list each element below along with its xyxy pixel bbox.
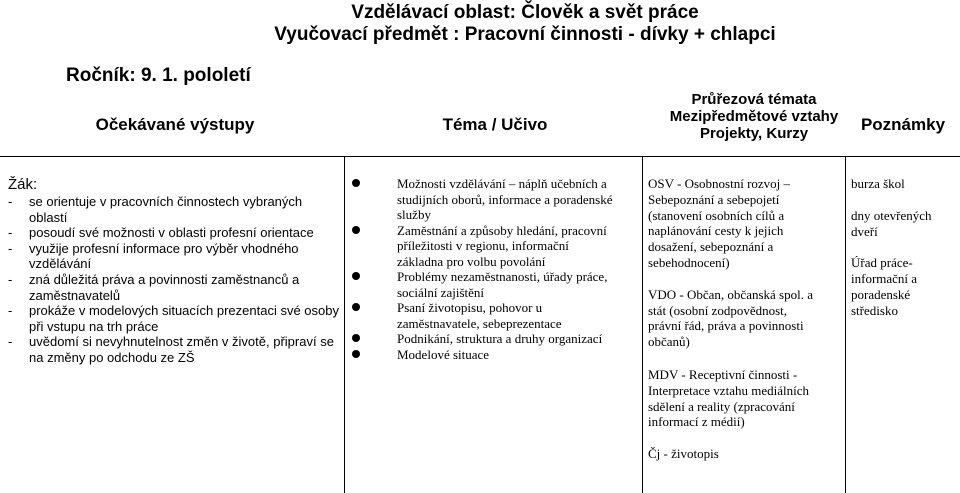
- column-header-topic: Téma / Učivo: [442, 115, 548, 134]
- topic-item: Problémy nezaměstnanosti, úřady práce, sociální zajištění: [352, 269, 642, 300]
- cross-header-line: Mezipředmětové vztahy: [669, 108, 839, 125]
- bullet-icon: [352, 179, 360, 187]
- area-title: Vzdělávací oblast: Člověk a svět práce: [351, 2, 699, 23]
- output-item: - uvědomí si nevyhnutelnost změn v životě, připraví se na změny po odchodu ze ZŠ: [8, 334, 334, 365]
- outputs-column: [8, 176, 344, 366]
- bullet-icon: [352, 350, 360, 358]
- cross-block: OSV - Osobnostní rozvoj – Sebepoznání a sebepojetí (stanovení osobních cílů a naplánování cesty k jejich dosažení, sebepoznání a sebehodnocení): [648, 176, 791, 270]
- output-item: - využije profesní informace pro výběr vhodného vzdělávání: [8, 240, 299, 272]
- column-divider: [845, 157, 846, 493]
- column-header-cross: [640, 91, 868, 142]
- topic-item: Psaní životopisu, pohovor u zaměstnavatele, sebeprezentace: [352, 300, 642, 331]
- bullet-icon: [352, 226, 360, 234]
- note-item: dny otevřených dveří: [851, 207, 932, 239]
- topic-item: Možnosti vzdělávání – náplň učebních a studijních oborů, informace a poradenské služby: [352, 176, 642, 223]
- column-header-outputs: Očekávané výstupy: [95, 115, 255, 134]
- cross-header-line: Projekty, Kurzy: [699, 125, 809, 142]
- student-label: Žák:: [8, 176, 38, 193]
- cross-header-line: Průřezová témata: [691, 91, 817, 108]
- column-header-notes: Poznámky: [860, 115, 946, 134]
- topic-item: Podnikání, struktura a druhy organizací: [352, 331, 642, 347]
- cross-column: [648, 176, 844, 462]
- bullet-icon: [352, 303, 360, 311]
- output-item: - prokáže v modelových situacích prezentaci své osoby při vstupu na trh práce: [8, 303, 339, 334]
- note-item: Úřad práce- informační a poradenské středisko: [851, 255, 918, 318]
- subject-title: Vyučovací předmět : Pracovní činnosti - dívky + chlapci: [274, 24, 776, 45]
- topic-item: Zaměstnání a způsoby hledání, pracovní příležitosti v regionu, informační základna pro volbu povolání: [352, 223, 642, 270]
- bullet-icon: [352, 272, 360, 280]
- cross-block: VDO - Občan, občanská spol. a stát (osobní zodpovědnost, právní řád, práva a povinnosti občanů): [648, 286, 813, 350]
- cross-block: MDV - Receptivní činnosti - Interpretace vztahu mediálních sdělení a reality (zpracování informací z médií): [648, 366, 809, 430]
- bullet-icon: [352, 334, 360, 342]
- cross-block: Čj - životopis: [648, 446, 719, 462]
- grade-label: Ročník: 9. 1. pololetí: [66, 65, 251, 86]
- notes-column: [851, 176, 956, 319]
- output-item: - zná důležitá práva a povinnosti zaměstnanců a zaměstnavatelů: [8, 271, 300, 303]
- header-rule: [0, 156, 960, 157]
- output-item: - se orientuje v pracovních činnostech vybraných oblastí: [8, 194, 303, 225]
- column-divider: [642, 157, 643, 493]
- note-item: burza škol: [851, 176, 905, 191]
- topic-item: Modelové situace: [352, 347, 642, 363]
- output-item: - posoudí své možnosti v oblasti profesní orientace: [8, 225, 314, 241]
- column-divider: [344, 157, 345, 493]
- topics-column: [352, 176, 642, 362]
